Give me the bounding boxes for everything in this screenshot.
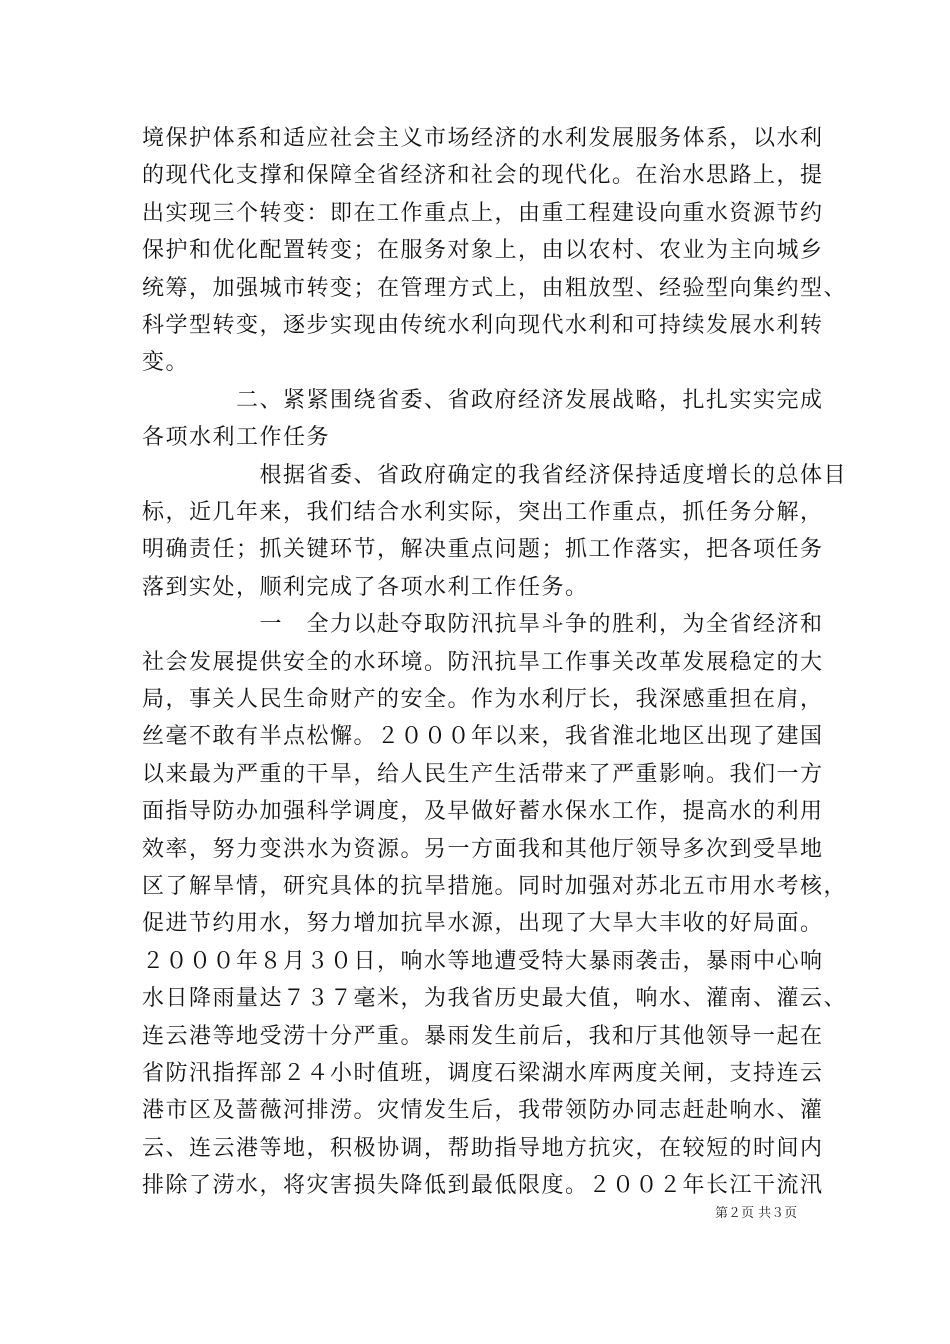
text-line: 的现代化支撑和保障全省经济和社会的现代化。在治水思路上，提 bbox=[142, 163, 824, 188]
text-line: 丝毫不敢有半点松懈。２０００年以来，我省淮北地区出现了建国 bbox=[142, 724, 824, 749]
text-line: 省防汛指挥部２４小时值班，调度石梁湖水库两度关闸，支持连云 bbox=[142, 1061, 824, 1086]
text-line: 出实现三个转变：即在工作重点上，由重工程建设向重水资源节约 bbox=[142, 201, 824, 226]
text-line: 面指导防办加强科学调度，及早做好蓄水保水工作，提高水的利用 bbox=[142, 799, 824, 824]
text-line: 水日降雨量达７３７毫米，为我省历史最大值，响水、灌南、灌云、 bbox=[142, 986, 848, 1011]
text-line: 落到实处，顺利完成了各项水利工作任务。 bbox=[142, 575, 589, 600]
text-line: 排除了涝水，将灾害损失降低到最低限度。２００２年长江干流汛 bbox=[142, 1173, 824, 1198]
text-line: 科学型转变，逐步实现由传统水利向现代水利和可持续发展水利转 bbox=[142, 313, 824, 338]
text-line: 二、紧紧围绕省委、省政府经济发展战略，扎扎实实完成 bbox=[142, 388, 824, 413]
text-line: 区了解旱情，研究具体的抗旱措施。同时加强对苏北五市用水考核， bbox=[142, 874, 848, 899]
text-line: 港市区及蔷薇河排涝。灾情发生后，我带领防办同志赶赴响水、灌 bbox=[142, 1098, 824, 1123]
text-line: 统筹，加强城市转变；在管理方式上，由粗放型、经验型向集约型、 bbox=[142, 276, 848, 301]
text-line: 社会发展提供安全的水环境。防汛抗旱工作事关改革发展稳定的大 bbox=[142, 650, 824, 675]
text-line: 境保护体系和适应社会主义市场经济的水利发展服务体系，以水利 bbox=[142, 126, 824, 151]
text-line: 连云港等地受涝十分严重。暴雨发生前后，我和厅其他领导一起在 bbox=[142, 1024, 824, 1049]
text-line: 变。 bbox=[142, 350, 190, 375]
text-line: 标，近几年来，我们结合水利实际，突出工作重点，抓任务分解， bbox=[142, 500, 824, 525]
text-line: 云、连云港等地，积极协调，帮助指导地方抗灾，在较短的时间内 bbox=[142, 1136, 824, 1161]
text-line: 局，事关人民生命财产的安全。作为水利厅长，我深感重担在肩， bbox=[142, 687, 824, 712]
text-line: 明确责任；抓关键环节，解决重点问题；抓工作落实，把各项任务 bbox=[142, 537, 824, 562]
text-line: 以来最为严重的干旱，给人民生产生活带来了严重影响。我们一方 bbox=[142, 762, 824, 787]
text-line: 一 全力以赴夺取防汛抗旱斗争的胜利，为全省经济和 bbox=[142, 612, 824, 637]
page-number: 第２页 共３页 bbox=[715, 1206, 798, 1221]
text-line: 效率，努力变洪水为资源。另一方面我和其他厅领导多次到受旱地 bbox=[142, 837, 824, 862]
text-line: 促进节约用水，努力增加抗旱水源，出现了大旱大丰收的好局面。 bbox=[142, 911, 824, 936]
text-line: 保护和优化配置转变；在服务对象上，由以农村、农业为主向城乡 bbox=[142, 238, 824, 263]
text-line: 根据省委、省政府确定的我省经济保持适度增长的总体目 bbox=[142, 463, 848, 488]
text-line: 各项水利工作任务 bbox=[142, 425, 331, 450]
text-line: ２０００年８月３０日，响水等地遭受特大暴雨袭击，暴雨中心响 bbox=[142, 949, 824, 974]
